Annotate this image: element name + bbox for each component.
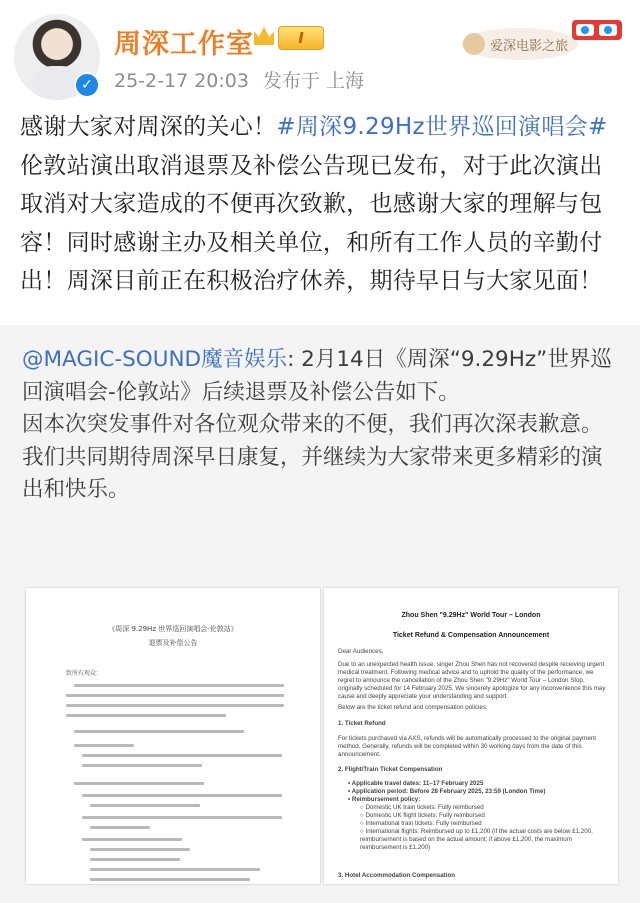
- doc-cn-greeting: 致所有观众：: [66, 670, 103, 677]
- level-badge[interactable]: I: [278, 26, 324, 50]
- doc-en-subtitle: Ticket Refund & Compensation Announcement: [392, 632, 550, 639]
- doc-en-para2: Below are the ticket refund and compensation policies:: [338, 704, 488, 711]
- doc-cn-title: 《周深 9.29Hz 世界巡回演唱会-伦敦站》: [108, 625, 238, 633]
- doc-en-greeting: Dear Audiences,: [338, 648, 384, 655]
- doc-en-sub-3: ○ International train tickets: Fully reimbursed: [360, 820, 482, 827]
- doc-en-bullet-3: • Reimbursement policy:: [348, 796, 421, 803]
- post-location: 发布于 上海: [263, 70, 365, 92]
- card-decoration-icon[interactable]: [460, 14, 630, 62]
- post-header: [0, 0, 640, 100]
- post-text-start: 感谢大家对周深的关心！: [20, 114, 277, 140]
- post-time: 25-2-17 20:03: [114, 70, 249, 92]
- repost-author-link[interactable]: @MAGIC-SOUND魔音娱乐: [22, 347, 288, 372]
- repost-body: [22, 344, 622, 507]
- doc-en-heading-3: 3. Hotel Accommodation Compensation: [338, 872, 456, 879]
- post-meta: [114, 66, 364, 93]
- repost-line-3: 我们共同期待周深早日康复，并继续为大家带来更多精彩的演出和快乐。: [22, 444, 603, 502]
- doc-en-para3: For tickets purchased via AXS, refunds will be automatically processed to the original payment method. Generally, refunds will be completed within 30 working days from the date of this announcement.: [338, 735, 596, 758]
- announcement-image-english[interactable]: [324, 588, 618, 884]
- author-name[interactable]: 周深工作室: [114, 29, 254, 60]
- doc-en-sub-4: ○ International flights: Reimbursed up to £1,200 (if the actual costs are below £1,200, reimbursement is based on the actual amount; if above £1,200, the maximum reimbursement is £1,200): [360, 828, 593, 851]
- doc-en-bullet-2: • Application period: Before 28 February 2025, 23:59 (London Time): [348, 788, 546, 795]
- post-body: [20, 108, 620, 301]
- doc-en-bullet-1: • Applicable travel dates: 11–17 February 2025: [348, 780, 484, 787]
- doc-en-heading-2: 2. Flight/Train Ticket Compensation: [338, 766, 443, 773]
- crown-icon: [254, 27, 274, 45]
- decoration-label: 爱深电影之旅: [490, 39, 569, 54]
- verified-badge-icon: ✓: [74, 72, 100, 98]
- doc-cn-subtitle: 退票及补偿公告: [148, 639, 198, 647]
- doc-en-para1: Due to an unexpected health issue, singer Zhou Shen has not recovered despite receiving urgent medical treatment. Following medical advice and to uphold the quality of the performance, we regret to announce the cancellation of the Zhou Shen "9.29Hz" World Tour – London Stop, originally scheduled for 14 February 2025. We sincerely apologize for any inconvenience this may cause and deeply appreciate your understanding and support.: [338, 661, 606, 700]
- repost-line-2: 因本次突发事件对各位观众带来的不便，我们再次深表歉意。: [22, 412, 603, 437]
- doc-en-title: Zhou Shen "9.29Hz" World Tour – London: [401, 612, 541, 619]
- post-text-end: 伦敦站演出取消退票及补偿公告现已发布，对于此次演出取消对大家造成的不便再次致歉，也感谢大家的理解与包容！同时感谢主办及相关单位，和所有工作人员的辛勤付出！周深目前正在积极治疗休养，期待早日与大家见面！: [20, 152, 603, 294]
- doc-en-sub-2: ○ Domestic UK flight tickets: Fully reimbursed: [360, 812, 485, 819]
- doc-en-sub-1: ○ Domestic UK train tickets: Fully reimbursed: [360, 804, 484, 811]
- doc-en-heading-1: 1. Ticket Refund: [338, 720, 386, 727]
- topic-link[interactable]: #周深9.29Hz世界巡回演唱会#: [276, 114, 608, 140]
- repost-line-1: : 2月14日《周深“9.29Hz”世界巡回演唱会-伦敦站》后续退票及补偿公告如下。: [22, 347, 612, 405]
- announcement-image-chinese[interactable]: [26, 588, 320, 884]
